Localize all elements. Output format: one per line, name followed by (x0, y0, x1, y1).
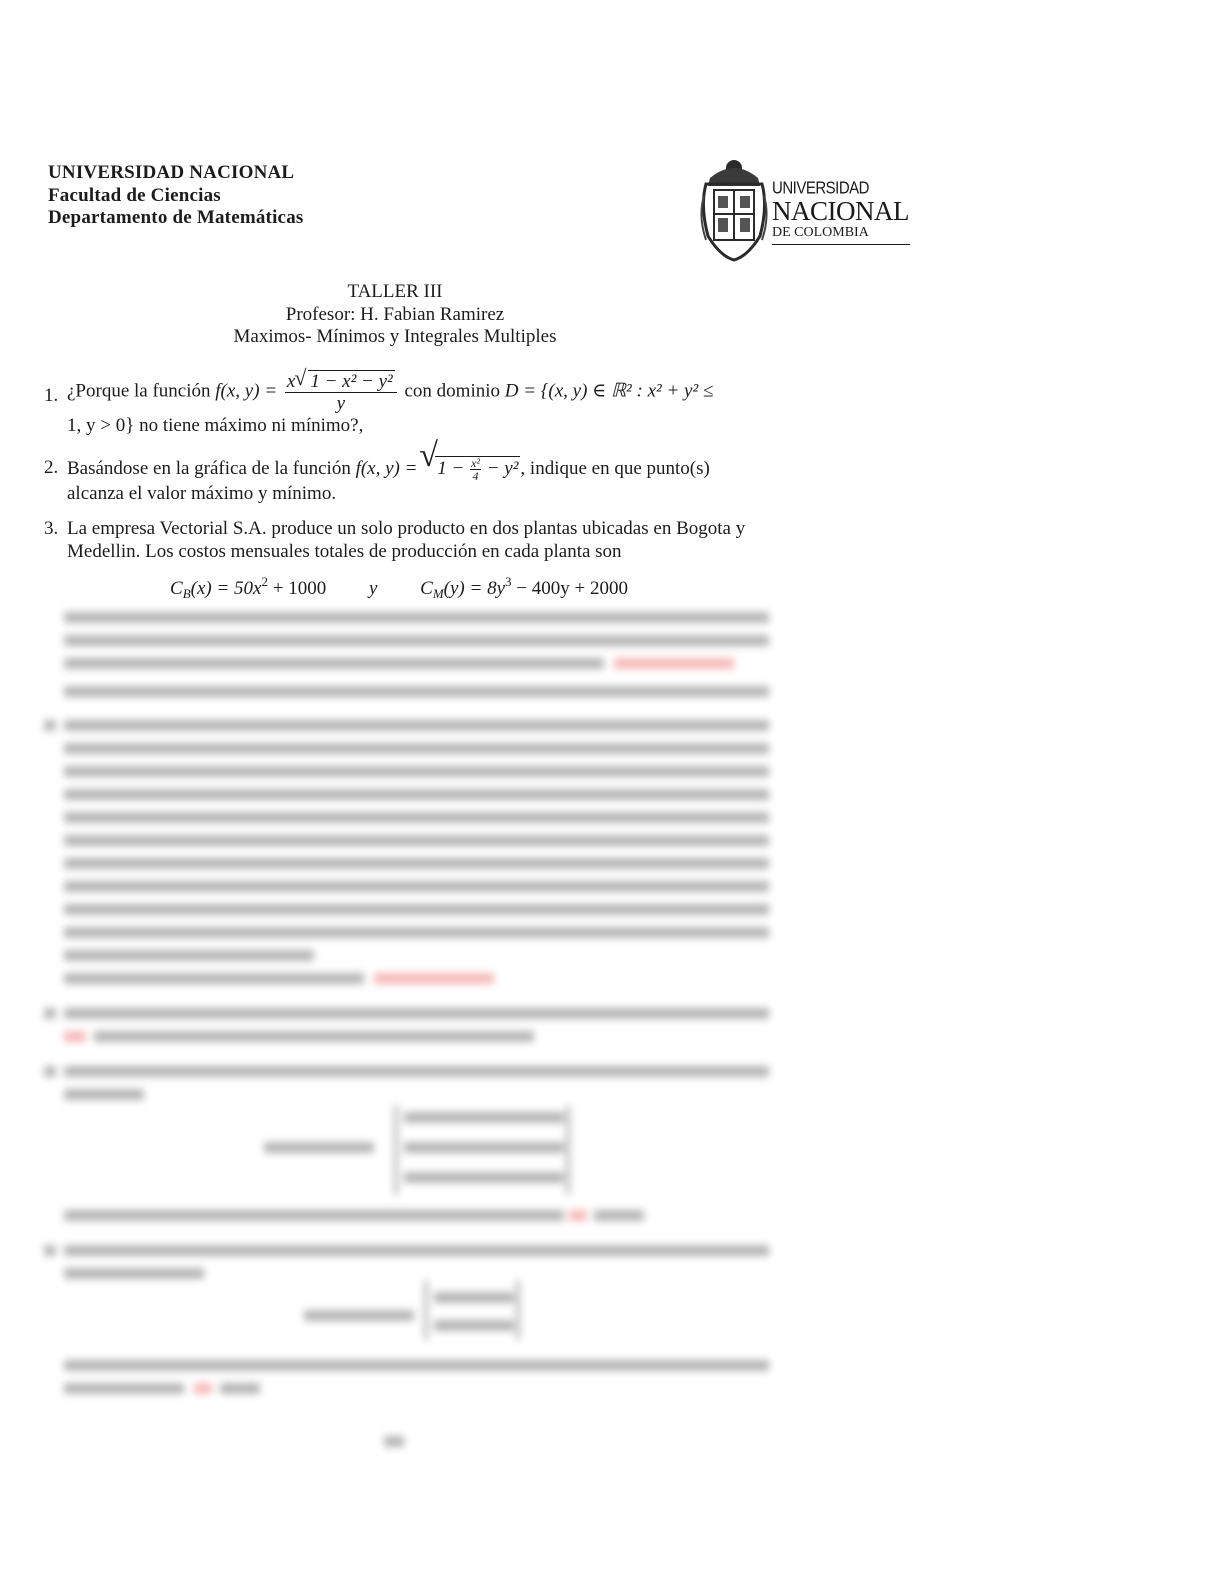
problem-number: 2. (44, 457, 59, 478)
problem-text: 1, y > 0} no tiene máximo ni mínimo?, (67, 415, 364, 436)
department-name: Departamento de Matemáticas (48, 207, 304, 228)
university-logo (700, 156, 915, 264)
radicand: 1 − x² − y² (310, 371, 393, 392)
fraction-denominator: y (336, 393, 346, 414)
logo-underline (772, 244, 910, 245)
problem-text: , indique en que punto(s) (520, 458, 710, 479)
problem-text: con dominio (404, 380, 501, 402)
domain-definition: D = {(x, y) ∈ ℝ² : x² + y² ≤ (504, 380, 714, 402)
university-name: UNIVERSIDAD NACIONAL (48, 162, 295, 183)
faculty-name: Facultad de Ciencias (48, 184, 221, 206)
logo-de-colombia: DE COLOMBIA (772, 225, 869, 240)
institution-header (48, 162, 304, 230)
function-fraction (285, 370, 397, 414)
logo-nacional: NACIONAL (772, 196, 909, 226)
problem-number: 1. (44, 385, 59, 406)
problem-text: Basándose en la gráfica de la función (67, 458, 351, 479)
coat-of-arms-icon (700, 156, 768, 262)
function-label: f(x, y) = (355, 458, 418, 479)
problem-number: 3. (44, 518, 59, 539)
professor-line: Profesor: H. Fabian Ramirez (285, 303, 505, 325)
problem-2 (44, 456, 768, 505)
radicand: 1 − $\frac{\text{x²}}{4} - y^2$ (437, 456, 519, 484)
obscured-content (44, 600, 774, 1460)
fraction-numerator: x (286, 371, 296, 392)
cost-equations: $C_B(x) = 50x^2 + 1000$ y $C_M(y) = 8y^3 - 400y + 2000$ (170, 574, 628, 601)
worksheet-title: TALLER III (347, 281, 443, 302)
problem-text: alcanza el valor máximo y mínimo. (67, 483, 337, 505)
problem-text: ¿Porque la función (67, 380, 211, 402)
problem-1 (44, 370, 768, 437)
logo-university: UNIVERSIDAD (772, 178, 870, 199)
function-label: f(x, y) = (215, 380, 278, 402)
worksheet-title-block (0, 281, 790, 349)
topic-line: Maximos- Mínimos y Integrales Multiples (233, 326, 557, 347)
problem-3 (44, 517, 768, 563)
problem-text: La empresa Vectorial S.A. produce un solo producto en dos plantas ubicadas en Bogota y Medellin. Los costos mensuales totales de producción en cada planta son (67, 518, 746, 562)
